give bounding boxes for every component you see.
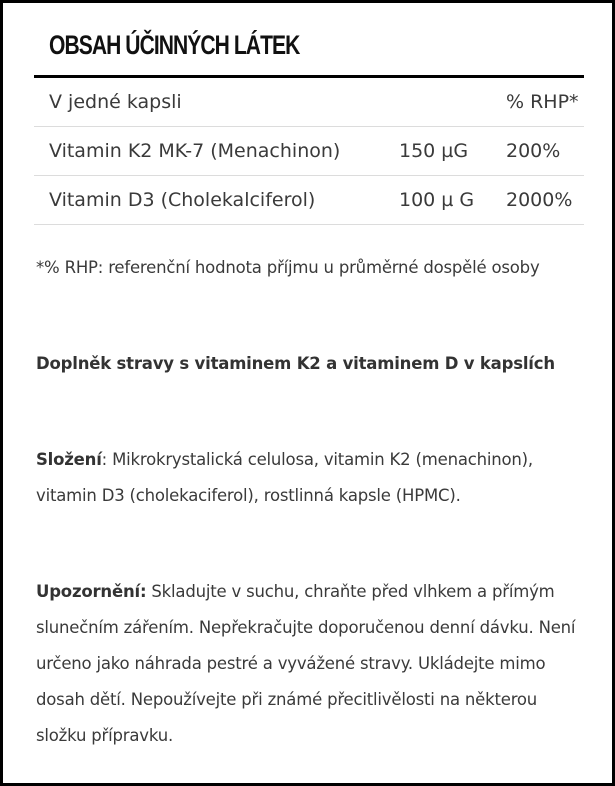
composition-paragraph bbox=[36, 442, 586, 514]
active-ingredients-table bbox=[34, 78, 584, 225]
header-rhp: % RHP* bbox=[506, 78, 584, 127]
warning-paragraph bbox=[36, 574, 586, 754]
composition-label: Složení bbox=[36, 450, 102, 469]
ingredient-amount: 100 µ G bbox=[399, 176, 506, 225]
ingredient-name: Vitamin K2 MK-7 (Menachinon) bbox=[34, 127, 399, 176]
ingredient-rhp: 2000% bbox=[506, 176, 584, 225]
rhp-footnote: *% RHP: referenční hodnota příjmu u průměrné dospělé osoby bbox=[36, 258, 540, 277]
warning-label: Upozornění: bbox=[36, 582, 147, 601]
ingredient-rhp: 200% bbox=[506, 127, 584, 176]
table-header-row bbox=[34, 78, 584, 127]
section-title: OBSAH ÚČINNÝCH LÁTEK bbox=[49, 30, 300, 60]
table-row bbox=[34, 127, 584, 176]
ingredient-name: Vitamin D3 (Cholekalciferol) bbox=[34, 176, 399, 225]
product-description: Doplněk stravy s vitaminem K2 a vitaminem D v kapslích bbox=[36, 354, 555, 373]
table-row bbox=[34, 176, 584, 225]
header-label: V jedné kapsli bbox=[34, 78, 399, 127]
header-amount bbox=[399, 78, 506, 127]
warning-text: Skladujte v suchu, chraňte před vlhkem a přímým slunečním zářením. Nepřekračujte doporučenou denní dávku. Není určeno jako náhrada pestré a vyvážené stravy. Ukládejte mimo dosah dětí. Nepoužívejte při známé přecitlivělosti na některou složku přípravku. bbox=[36, 582, 576, 745]
composition-text: : Mikrokrystalická celulosa, vitamin K2 (menachinon), vitamin D3 (cholekaciferol), rostlinná kapsle (HPMC). bbox=[36, 450, 533, 505]
ingredient-amount: 150 µG bbox=[399, 127, 506, 176]
